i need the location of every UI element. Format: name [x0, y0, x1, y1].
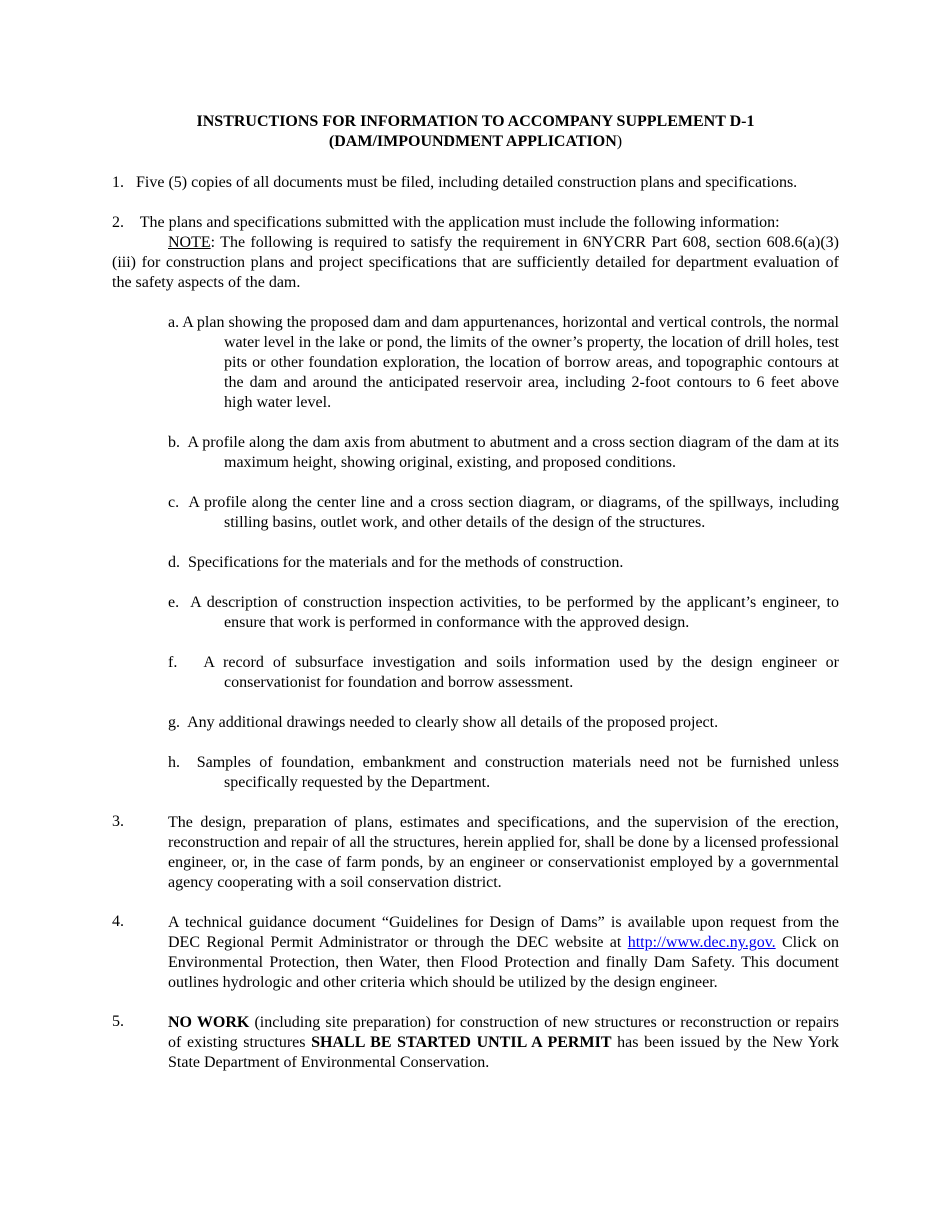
document-page [112, 112, 839, 1093]
item-text: The plans and specifications submitted with the application must include the following information: [139, 214, 780, 231]
subitem-e [168, 593, 839, 633]
subitem-text: A description of construction inspection activities, to be performed by the applicant’s engineer, to ensure that work is performed in conformance with the approved design. [190, 594, 839, 631]
instruction-item-2 [112, 213, 839, 293]
item-number: 1. [112, 174, 124, 191]
subitem-label: g. [168, 714, 180, 731]
subitem-label: b. [168, 434, 180, 451]
instruction-item-1 [112, 173, 839, 193]
subitem-b [168, 433, 839, 473]
subitem-h [168, 753, 839, 793]
subitem-a [168, 313, 839, 413]
subitem-f [168, 653, 839, 693]
subitem-text: Samples of foundation, embankment and construction materials need not be furnished unless specifically requested by the Department. [196, 754, 839, 791]
subitem-d [168, 553, 839, 573]
note-label: NOTE [168, 234, 211, 251]
title-line-1: INSTRUCTIONS FOR INFORMATION TO ACCOMPANY SUPPLEMENT D-1 [196, 113, 755, 130]
subitem-text: A record of subsurface investigation and soils information used by the design engineer or conservationist for foundation and borrow assessment. [203, 654, 840, 691]
dec-website-link[interactable]: http://www.dec.ny.gov. [627, 934, 776, 951]
title-line-2: (DAM/IMPOUNDMENT APPLICATION) [328, 133, 623, 150]
instruction-item-3 [112, 813, 839, 893]
subitem-text: Specifications for the materials and for the methods of construction. [188, 554, 624, 571]
item-number: 4. [112, 913, 124, 930]
instruction-item-5 [112, 1013, 839, 1073]
page-title [112, 112, 839, 152]
subitem-label: c. [168, 494, 180, 511]
item-number: 2. [112, 214, 124, 231]
permit-emphasis: SHALL BE STARTED UNTIL A PERMIT [311, 1034, 612, 1051]
instruction-item-4 [112, 913, 839, 993]
item-text: Five (5) copies of all documents must be filed, including detailed construction plans and specifications. [136, 174, 798, 191]
subitem-label: f. [168, 654, 178, 671]
subitem-label: e. [168, 594, 180, 611]
item-number: 5. [112, 1013, 124, 1030]
item-number: 3. [112, 813, 124, 830]
subitem-text: Any additional drawings needed to clearly show all details of the proposed project. [187, 714, 719, 731]
subitem-text: A plan showing the proposed dam and dam appurtenances, horizontal and vertical controls, the normal water level in the lake or pond, the limits of the owner’s property, the location of drill holes, test pits or other foundation exploration, the location of borrow areas, and topographic contours at the dam and around the anticipated reservoir area, including 2-foot contours to 6 feet above high water level. [182, 314, 839, 411]
subitem-label: a. [168, 314, 180, 331]
note-paragraph [112, 233, 839, 293]
note-text: : The following is required to satisfy the requirement in 6NYCRR Part 608, section 608.6(a)(3)(iii) for construction plans and project specifications that are sufficiently detailed for department evaluation of the safety aspects of the dam. [112, 234, 839, 291]
subitem-c [168, 493, 839, 533]
subitem-label: d. [168, 554, 180, 571]
subitem-g [168, 713, 839, 733]
item-text: The design, preparation of plans, estimates and specifications, and the supervision of the erection, reconstruction and repair of all the structures, herein applied for, shall be done by a licensed professional engineer, or, in the case of farm ponds, by an engineer or conservationist employed by a governmental agency cooperating with a soil conservation district. [168, 814, 839, 891]
subitem-text: A profile along the dam axis from abutment to abutment and a cross section diagram of the dam at its maximum height, showing original, existing, and proposed conditions. [187, 434, 839, 471]
item-text: NO WORK (including site preparation) for construction of new structures or reconstruction or repairs of existing structures SHALL BE STARTED UNTIL A PERMIT has been issued by the New York State Department of Environmental Conservation. [168, 1014, 839, 1071]
subitem-label: h. [168, 754, 180, 771]
item-2-intro [112, 213, 839, 233]
no-work-emphasis: NO WORK [168, 1014, 250, 1031]
subitem-text: A profile along the center line and a cross section diagram, or diagrams, of the spillways, including stilling basins, outlet work, and other details of the design of the structures. [188, 494, 839, 531]
item-text: A technical guidance document “Guidelines for Design of Dams” is available upon request from the DEC Regional Permit Administrator or through the DEC website at http://www.dec.ny.gov. Click on Environmental Protection, then Water, then Flood Protection and finally Dam Safety. This document outlines hydrologic and other criteria which should be utilized by the design engineer. [168, 914, 839, 991]
